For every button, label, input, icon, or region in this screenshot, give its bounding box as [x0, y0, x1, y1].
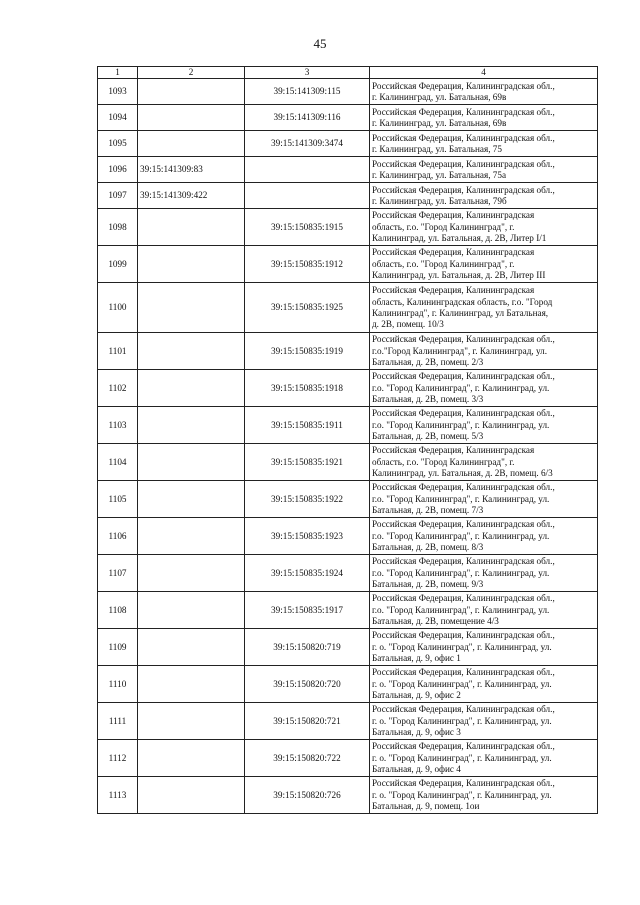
address-cell [370, 666, 598, 703]
address-line: Российская Федерация, Калининградская обл., [372, 158, 555, 169]
header-cell-3: 3 [245, 67, 370, 79]
address-line: Российская Федерация, Калининградская обл., [372, 334, 555, 345]
address-line: г.о. "Город Калининград", г. Калининград, ул. [372, 530, 550, 541]
cadastral-number-cell [138, 444, 245, 481]
header-cell-1: 1 [98, 67, 138, 79]
address-cell [370, 407, 598, 444]
address-line: Калининград", г. Калининград, ул Батальная, [372, 307, 549, 318]
cadastral-number-cell [138, 666, 245, 703]
address-line: г. о. "Город Калининград", г. Калининград, ул. [372, 641, 552, 652]
row-number-cell: 1109 [98, 629, 138, 666]
address-cell [370, 183, 598, 209]
address-line: г.о. "Город Калининград", г. Калининград, ул. [372, 604, 550, 615]
address-line: Российская Федерация, Калининградская обл., [372, 704, 555, 715]
cadastral-number-cell: 39:15:150835:1923 [245, 518, 370, 555]
cadastral-number-cell: 39:15:150835:1918 [245, 370, 370, 407]
address-line: г.о."Город Калининград", г. Калининград, ул. [372, 345, 548, 356]
address-line: Российская Федерация, Калининградская обл., [372, 132, 555, 143]
cadastral-number-cell: 39:15:150820:722 [245, 740, 370, 777]
table-row [98, 105, 598, 131]
address-line: Калининград, ул. Батальная, д. 2В, помещ. 6/3 [372, 467, 553, 478]
address-line: Батальная, д. 9, офис 4 [372, 763, 461, 774]
table-row [98, 518, 598, 555]
address-line: г. о. "Город Калининград", г. Калининград, ул. [372, 789, 552, 800]
address-line: д. 2В, помещ. 10/3 [372, 319, 444, 330]
cadastral-number-cell: 39:15:141309:422 [138, 183, 245, 209]
table-body [98, 79, 598, 814]
cadastral-number-cell [138, 370, 245, 407]
address-line: область, г.о. "Город Калининград", г. [372, 456, 515, 467]
page-number: 45 [313, 36, 327, 51]
cadastral-number-cell: 39:15:150820:726 [245, 777, 370, 814]
address-cell [370, 79, 598, 105]
row-number-cell: 1101 [98, 333, 138, 370]
cadastral-number-cell [138, 79, 245, 105]
cadastral-number-cell [138, 481, 245, 518]
table-row [98, 283, 598, 333]
address-line: Батальная, д. 2В, помещение 4/3 [372, 615, 499, 626]
row-number-cell: 1113 [98, 777, 138, 814]
address-line: Российская Федерация, Калининградская обл., [372, 778, 555, 789]
cadastral-number-cell: 39:15:141309:116 [245, 105, 370, 131]
address-line: область, г.о. "Город Калининград", г. [372, 221, 515, 232]
cadastral-number-cell [138, 555, 245, 592]
cadastral-number-cell [138, 131, 245, 157]
address-line: г. Калининград, ул. Батальная, 79б [372, 195, 507, 206]
address-cell [370, 703, 598, 740]
address-line: область, г.о. "Город Калининград", г. [372, 258, 515, 269]
address-line: Калининград, ул. Батальная, д. 2В, Литер III [372, 269, 546, 280]
address-line: Российская Федерация, Калининградская обл., [372, 408, 555, 419]
cadastral-number-cell [138, 246, 245, 283]
address-cell [370, 629, 598, 666]
address-line: Российская Федерация, Калининградская [372, 247, 535, 258]
table-row [98, 209, 598, 246]
cadastral-number-cell: 39:15:150835:1917 [245, 592, 370, 629]
cadastral-number-cell [138, 105, 245, 131]
header-cell-2: 2 [138, 67, 245, 79]
address-line: Российская Федерация, Калининградская обл., [372, 519, 555, 530]
address-cell [370, 555, 598, 592]
cadastral-number-cell: 39:15:150835:1915 [245, 209, 370, 246]
registry-table [97, 66, 598, 814]
cadastral-number-cell: 39:15:150835:1911 [245, 407, 370, 444]
table-row [98, 333, 598, 370]
cadastral-number-cell [138, 703, 245, 740]
header-row [98, 67, 598, 79]
address-line: Батальная, д. 2В, помещ. 9/3 [372, 578, 484, 589]
row-number-cell: 1093 [98, 79, 138, 105]
address-line: область, Калининградская область, г.о. "Город [372, 296, 553, 307]
cadastral-number-cell [138, 629, 245, 666]
address-line: Российская Федерация, Калининградская обл., [372, 593, 555, 604]
cadastral-number-cell [138, 407, 245, 444]
row-number-cell: 1107 [98, 555, 138, 592]
address-line: Батальная, д. 2В, помещ. 2/3 [372, 356, 484, 367]
address-line: г. Калининград, ул. Батальная, 69в [372, 117, 507, 128]
address-line: Российская Федерация, Калининградская обл., [372, 741, 555, 752]
table-row [98, 740, 598, 777]
address-line: Российская Федерация, Калининградская обл., [372, 630, 555, 641]
address-line: Батальная, д. 9, помещ. 1ои [372, 800, 480, 811]
address-line: г. о. "Город Калининград", г. Калининград, ул. [372, 752, 552, 763]
row-number-cell: 1110 [98, 666, 138, 703]
cadastral-number-cell [138, 518, 245, 555]
table-row [98, 131, 598, 157]
cadastral-number-cell: 39:15:150820:721 [245, 703, 370, 740]
row-number-cell: 1096 [98, 157, 138, 183]
address-line: г. о. "Город Калининград", г. Калининград, ул. [372, 715, 552, 726]
row-number-cell: 1106 [98, 518, 138, 555]
table-row [98, 481, 598, 518]
cadastral-number-cell [245, 157, 370, 183]
row-number-cell: 1105 [98, 481, 138, 518]
row-number-cell: 1098 [98, 209, 138, 246]
row-number-cell: 1104 [98, 444, 138, 481]
address-line: Российская Федерация, Калининградская обл., [372, 482, 555, 493]
table-row [98, 157, 598, 183]
address-line: г. Калининград, ул. Батальная, 75 [372, 143, 502, 154]
table-row [98, 79, 598, 105]
address-line: Российская Федерация, Калининградская [372, 285, 535, 296]
address-line: Российская Федерация, Калининградская обл., [372, 80, 555, 91]
address-line: Российская Федерация, Калининградская обл., [372, 667, 555, 678]
address-line: Калининград, ул. Батальная, д. 2В, Литер I/1 [372, 232, 547, 243]
table-row [98, 444, 598, 481]
address-cell [370, 592, 598, 629]
address-cell [370, 740, 598, 777]
address-line: г.о. "Город Калининград", г. Калининград, ул. [372, 493, 550, 504]
cadastral-number-cell: 39:15:150835:1922 [245, 481, 370, 518]
row-number-cell: 1094 [98, 105, 138, 131]
row-number-cell: 1108 [98, 592, 138, 629]
cadastral-number-cell: 39:15:141309:115 [245, 79, 370, 105]
address-cell [370, 481, 598, 518]
address-line: Батальная, д. 2В, помещ. 3/3 [372, 393, 484, 404]
cadastral-number-cell: 39:15:150835:1919 [245, 333, 370, 370]
address-line: Батальная, д. 9, офис 1 [372, 652, 461, 663]
address-cell [370, 131, 598, 157]
address-cell [370, 283, 598, 333]
table-row [98, 246, 598, 283]
row-number-cell: 1112 [98, 740, 138, 777]
cadastral-number-cell [245, 183, 370, 209]
table-row [98, 777, 598, 814]
table-row [98, 370, 598, 407]
cadastral-number-cell [138, 777, 245, 814]
table-row [98, 629, 598, 666]
address-line: Российская Федерация, Калининградская обл., [372, 556, 555, 567]
address-line: г.о. "Город Калининград", г. Калининград, ул. [372, 419, 550, 430]
address-line: Батальная, д. 2В, помещ. 5/3 [372, 430, 484, 441]
cadastral-number-cell: 39:15:141309:3474 [245, 131, 370, 157]
table-row [98, 703, 598, 740]
cadastral-number-cell: 39:15:150835:1912 [245, 246, 370, 283]
row-number-cell: 1097 [98, 183, 138, 209]
row-number-cell: 1111 [98, 703, 138, 740]
row-number-cell: 1095 [98, 131, 138, 157]
address-cell [370, 333, 598, 370]
cadastral-number-cell [138, 209, 245, 246]
cadastral-number-cell: 39:15:150820:720 [245, 666, 370, 703]
row-number-cell: 1103 [98, 407, 138, 444]
address-cell [370, 444, 598, 481]
address-line: Российская Федерация, Калининградская обл., [372, 184, 555, 195]
cadastral-number-cell: 39:15:150835:1921 [245, 444, 370, 481]
table-row [98, 666, 598, 703]
cadastral-number-cell: 39:15:141309:83 [138, 157, 245, 183]
cadastral-number-cell: 39:15:150835:1925 [245, 283, 370, 333]
header-cell-4: 4 [370, 67, 598, 79]
address-line: г. о. "Город Калининград", г. Калининград, ул. [372, 678, 552, 689]
address-line: Российская Федерация, Калининградская обл., [372, 371, 555, 382]
row-number-cell: 1099 [98, 246, 138, 283]
address-line: г. Калининград, ул. Батальная, 69в [372, 91, 507, 102]
cadastral-number-cell [138, 592, 245, 629]
address-line: Батальная, д. 9, офис 3 [372, 726, 461, 737]
address-cell [370, 518, 598, 555]
address-cell [370, 246, 598, 283]
address-cell [370, 105, 598, 131]
address-cell [370, 370, 598, 407]
address-line: Российская Федерация, Калининградская [372, 210, 535, 221]
cadastral-number-cell [138, 333, 245, 370]
address-cell [370, 209, 598, 246]
table-row [98, 555, 598, 592]
cadastral-number-cell: 39:15:150820:719 [245, 629, 370, 666]
table-row [98, 407, 598, 444]
cadastral-number-cell [138, 740, 245, 777]
row-number-cell: 1100 [98, 283, 138, 333]
address-line: г.о. "Город Калининград", г. Калининград, ул. [372, 382, 550, 393]
cadastral-number-cell: 39:15:150835:1924 [245, 555, 370, 592]
address-line: г. Калининград, ул. Батальная, 75а [372, 169, 507, 180]
address-line: Батальная, д. 9, офис 2 [372, 689, 461, 700]
table-row [98, 183, 598, 209]
table-row [98, 592, 598, 629]
address-cell [370, 777, 598, 814]
address-line: Батальная, д. 2В, помещ. 7/3 [372, 504, 484, 515]
address-line: г.о. "Город Калининград", г. Калининград, ул. [372, 567, 550, 578]
cadastral-number-cell [138, 283, 245, 333]
address-line: Батальная, д. 2В, помещ. 8/3 [372, 541, 484, 552]
address-line: Российская Федерация, Калининградская [372, 445, 535, 456]
address-cell [370, 157, 598, 183]
address-line: Российская Федерация, Калининградская обл., [372, 106, 555, 117]
row-number-cell: 1102 [98, 370, 138, 407]
